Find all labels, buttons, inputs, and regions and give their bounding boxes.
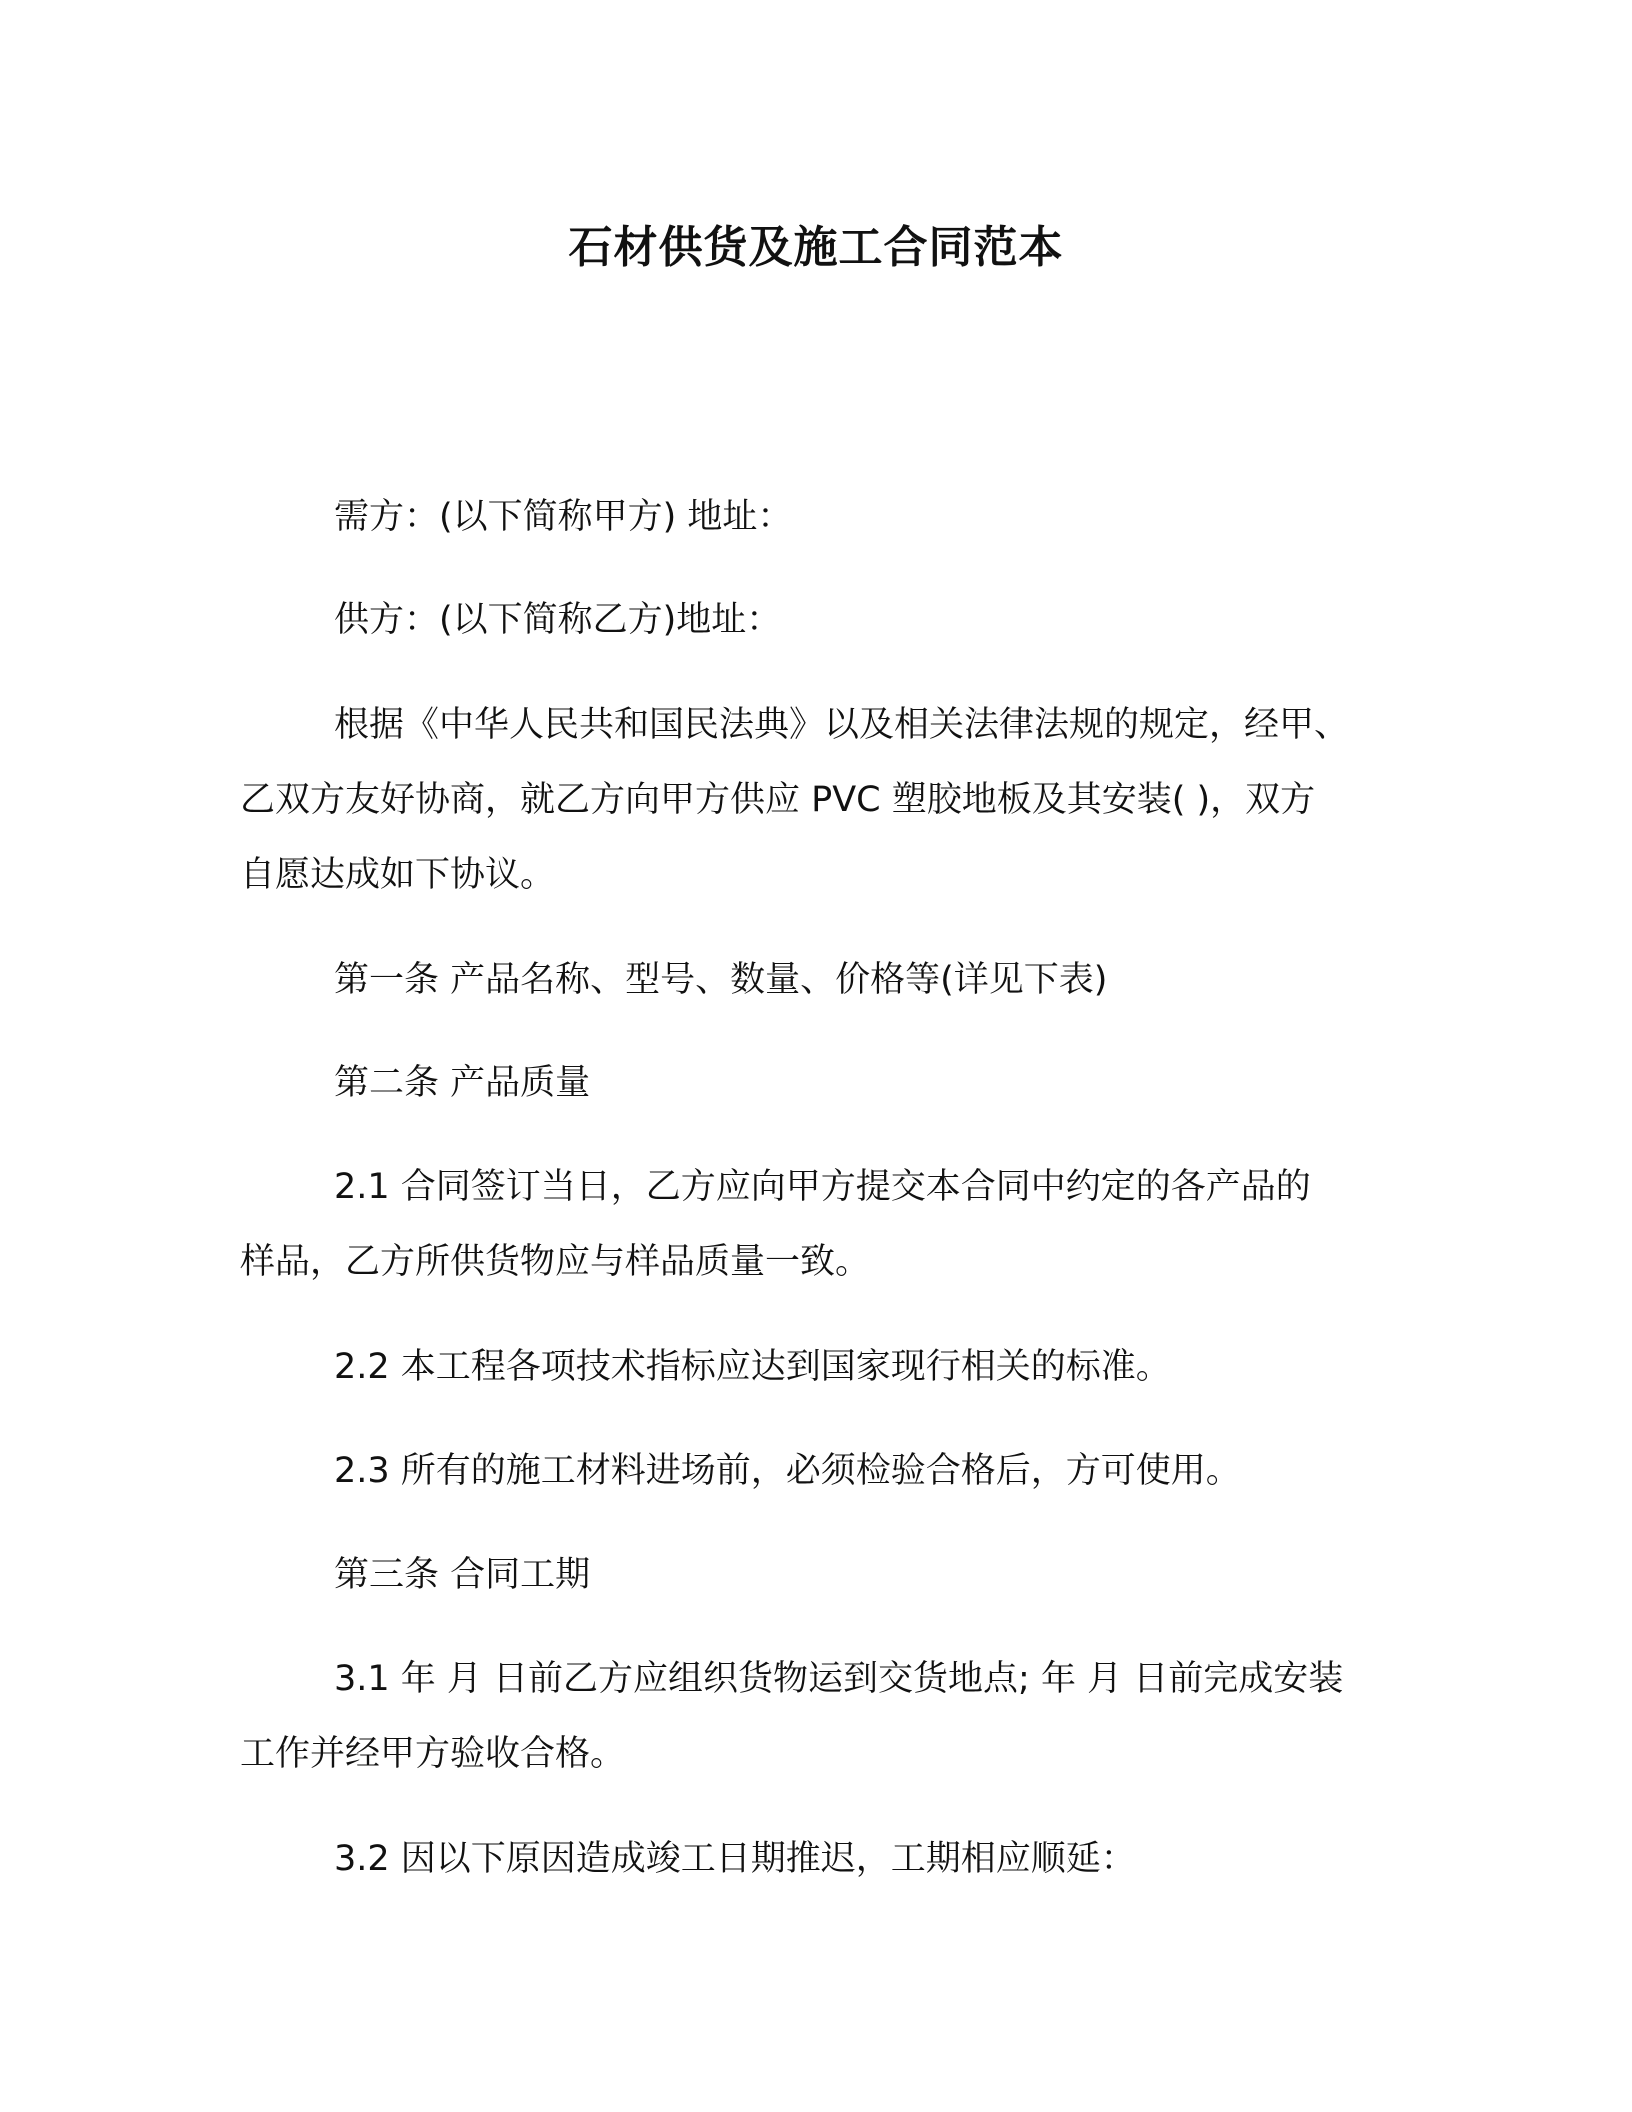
preamble-line-3: 自愿达成如下协议。: [240, 855, 556, 895]
clause-2-3: 2.3 所有的施工材料进场前，必须检验合格后，方可使用。: [334, 1451, 1241, 1491]
clause-3-1-line-2: 工作并经甲方验收合格。: [240, 1734, 626, 1774]
clause-2-1-line-2: 样品，乙方所供货物应与样品质量一致。: [240, 1242, 871, 1282]
document-title: 石材供货及施工合同范本: [568, 222, 1064, 273]
preamble-line-2: 乙双方友好协商，就乙方向甲方供应 PVC 塑胶地板及其安装( )，双方: [240, 780, 1316, 820]
article-3-heading: 第三条 合同工期: [334, 1555, 591, 1595]
supplier-line: 供方：(以下简称乙方)地址：: [334, 600, 782, 640]
demander-line: 需方：(以下简称甲方) 地址：: [334, 497, 793, 537]
preamble-line-1: 根据《中华人民共和国民法典》以及相关法律法规的规定，经甲、: [334, 705, 1350, 745]
clause-3-1-line-1: 3.1 年 月 日前乙方应组织货物运到交货地点; 年 月 日前完成安装: [334, 1659, 1344, 1699]
clause-3-2: 3.2 因以下原因造成竣工日期推迟，工期相应顺延：: [334, 1839, 1136, 1879]
article-1-heading: 第一条 产品名称、型号、数量、价格等(详见下表): [334, 960, 1108, 1000]
article-2-heading: 第二条 产品质量: [334, 1063, 591, 1103]
clause-2-2: 2.2 本工程各项技术指标应达到国家现行相关的标准。: [334, 1347, 1171, 1387]
clause-2-1-line-1: 2.1 合同签订当日，乙方应向甲方提交本合同中约定的各产品的: [334, 1167, 1311, 1207]
